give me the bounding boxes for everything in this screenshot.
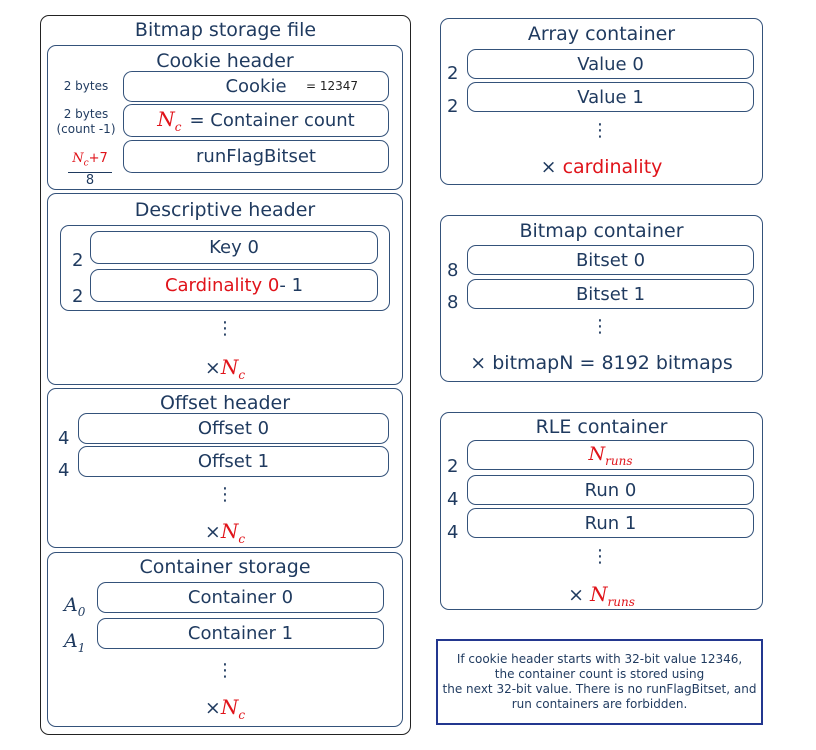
- fraction-denominator: 8: [85, 172, 95, 188]
- offset0-label: Offset 0: [197, 418, 270, 439]
- bitmap-storage-file-title: Bitmap storage file: [134, 19, 317, 41]
- value0-field: [467, 49, 754, 79]
- key-size-label: 2: [72, 250, 84, 271]
- offset-header-title: Offset header: [159, 392, 291, 414]
- container-count-size-label: [52, 107, 120, 137]
- run1-label: Run 1: [584, 512, 637, 534]
- bitset1-field: [467, 279, 754, 309]
- runflagbitset-label: runFlagBitset: [196, 146, 316, 167]
- cookie-note: [436, 639, 763, 725]
- bitset1-label: Bitset 1: [575, 283, 646, 305]
- value1-size-label: 2: [447, 96, 459, 117]
- cardinality-label: Cardinality 0: [164, 275, 280, 296]
- rle-ellipsis: ⋮: [591, 546, 609, 567]
- container1-field: [97, 618, 384, 649]
- value0-size-label: 2: [447, 63, 459, 84]
- note-line-4: run containers are forbidden.: [511, 697, 688, 711]
- nc-symbol: $N_c$: [157, 107, 182, 134]
- offset1-size-label: 4: [58, 460, 70, 481]
- container0-address-label: $A_0$: [64, 594, 86, 619]
- run1-size-label: 4: [447, 522, 459, 543]
- cookie-size-label: 2 bytes: [63, 79, 109, 93]
- container-count-size-bytes: 2 bytes: [63, 107, 109, 121]
- container-storage-title: Container storage: [139, 556, 311, 578]
- run0-label: Run 0: [584, 479, 637, 501]
- rle-multiplier: × $N_{runs}$: [568, 582, 635, 609]
- bitmap-container-title: Bitmap container: [519, 220, 684, 242]
- run0-field: [467, 475, 754, 505]
- bitset0-field: [467, 245, 754, 275]
- value1-field: [467, 82, 754, 112]
- bitset0-label: Bitset 0: [575, 249, 646, 271]
- run1-field: [467, 508, 754, 538]
- offset0-size-label: 4: [58, 428, 70, 449]
- offset-multiplier: $\times N_c$: [204, 519, 246, 546]
- key-field: [90, 231, 378, 264]
- array-ellipsis: ⋮: [591, 120, 609, 141]
- cookie-label: Cookie: [225, 76, 287, 97]
- container-count-label: = Container count: [189, 110, 355, 131]
- cardinality-field: [90, 269, 378, 302]
- container1-label: Container 1: [187, 623, 294, 644]
- offset1-field: [78, 446, 389, 477]
- bitset0-size-label: 8: [447, 260, 459, 281]
- fraction-numerator: $N_c+7$: [68, 151, 112, 173]
- descriptive-multiplier: $\times N_c$: [204, 355, 246, 382]
- value1-label: Value 1: [577, 86, 644, 108]
- offset1-label: Offset 1: [197, 451, 270, 472]
- container1-address-label: $A_1$: [64, 630, 86, 655]
- container-count-field: [123, 104, 389, 137]
- bitset1-size-label: 8: [447, 292, 459, 313]
- container0-label: Container 0: [187, 587, 294, 608]
- value0-label: Value 0: [577, 53, 644, 75]
- bitmap-ellipsis: ⋮: [591, 316, 609, 337]
- runflagbitset-field: [123, 140, 389, 173]
- offset-ellipsis: ⋮: [216, 484, 234, 505]
- descriptive-ellipsis: ⋮: [216, 318, 234, 339]
- nruns-symbol: $N_{runs}$: [588, 442, 633, 468]
- key-label: Key 0: [209, 237, 259, 258]
- container0-field: [97, 582, 384, 613]
- note-line-3: the next 32-bit value. There is no runFlagBitset, and: [442, 682, 757, 696]
- cookie-value: = 12347: [306, 79, 359, 93]
- container-ellipsis: ⋮: [216, 660, 234, 681]
- offset0-field: [78, 413, 389, 444]
- nruns-size-label: 2: [447, 456, 459, 477]
- note-line-1: If cookie header starts with 32-bit value 12346,: [456, 652, 743, 666]
- array-container-title: Array container: [527, 23, 676, 45]
- cardinality-size-label: 2: [72, 286, 84, 307]
- descriptive-header-title: Descriptive header: [134, 199, 316, 221]
- note-line-2: the container count is stored using: [494, 667, 705, 681]
- cardinality-minus-one: - 1: [279, 275, 304, 296]
- bitmap-multiplier: × bitmapN = 8192 bitmaps: [470, 352, 733, 374]
- container-multiplier: $\times N_c$: [204, 695, 246, 722]
- nruns-field: [467, 440, 754, 470]
- run0-size-label: 4: [447, 489, 459, 510]
- rle-container-title: RLE container: [535, 416, 668, 438]
- container-count-size-note: (count -1): [56, 122, 116, 136]
- cookie-header-title: Cookie header: [156, 50, 294, 72]
- runflag-size-fraction: [68, 151, 112, 189]
- array-multiplier: × cardinality: [540, 156, 663, 178]
